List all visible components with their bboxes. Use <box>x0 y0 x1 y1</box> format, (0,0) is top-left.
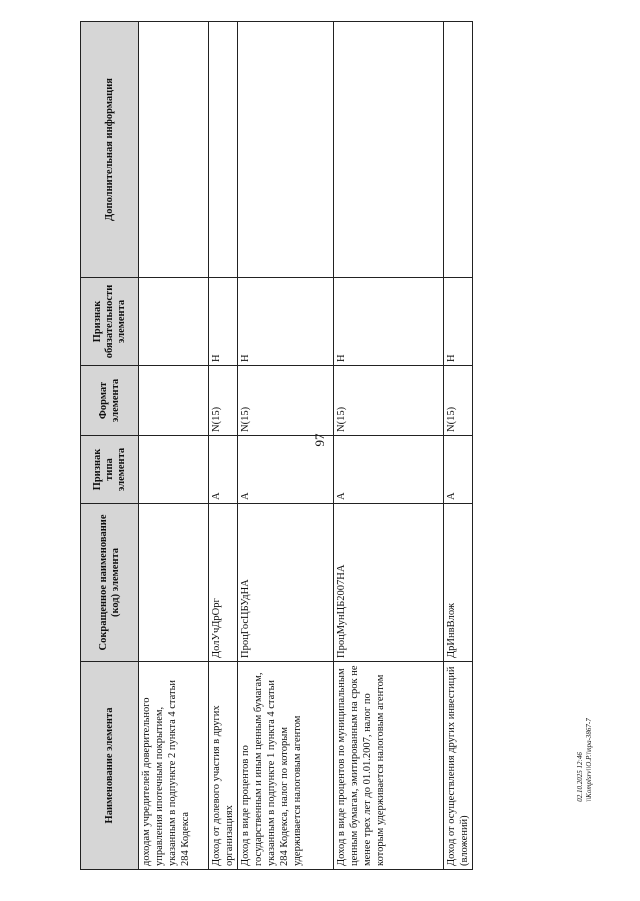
cell-required: Н <box>334 278 444 366</box>
cell-format: N(15) <box>334 366 444 436</box>
cell-type: А <box>334 436 444 504</box>
cell-name: Доход от осуществления других инвестиций (вложений) <box>444 662 473 870</box>
cell-type: А <box>209 436 238 504</box>
header-format: Формат элемента <box>81 366 139 436</box>
cell-info <box>444 22 473 278</box>
cell-code: ПроцГосЦБУдНА <box>238 504 334 662</box>
page-number: 97 <box>312 433 327 447</box>
cell-name: Доход в виде процентов по муниципальным ценным бумагам, эмитированным на срок не менее трех лет до 01.01.2007, налог по которым удерживается налоговым агентом <box>334 662 444 870</box>
header-code: Сокращенное наименование (код) элемента <box>81 504 139 662</box>
header-required: Признак обязательности элемента <box>81 278 139 366</box>
cell-name: Доход от долевого участия в других организациях <box>209 662 238 870</box>
cell-format: N(15) <box>209 366 238 436</box>
cell-code: ДрИнвВлож <box>444 504 473 662</box>
cell-code <box>139 504 209 662</box>
cell-required: Н <box>209 278 238 366</box>
table-wrapper <box>80 22 470 870</box>
footer-stamp <box>576 718 594 801</box>
cell-info <box>139 22 209 278</box>
rotated-table-container <box>80 22 470 870</box>
footer-path: \\Komplsrv\\O.P.\\npa-3867-7 <box>585 718 593 802</box>
table-row <box>139 22 209 870</box>
cell-format: N(15) <box>238 366 334 436</box>
cell-required: Н <box>238 278 334 366</box>
footer-date: 02.10.2025 12:46 <box>576 752 584 802</box>
cell-info <box>334 22 444 278</box>
cell-format: N(15) <box>444 366 473 436</box>
cell-code: ДолУчДрОрг <box>209 504 238 662</box>
cell-type: А <box>444 436 473 504</box>
table-row <box>334 22 444 870</box>
cell-format <box>139 366 209 436</box>
header-info: Дополнительная информация <box>81 22 139 278</box>
header-type: Признак типа элемента <box>81 436 139 504</box>
cell-name: Доход в виде процентов по государственным и иным ценным бумагам, указанным в подпункте 1 пункта 4 статьи 284 Кодекса, налог по которым удерживается налоговым агентом <box>238 662 334 870</box>
cell-required <box>139 278 209 366</box>
cell-code: ПроцМунЦБ2007НА <box>334 504 444 662</box>
cell-info <box>238 22 334 278</box>
cell-type <box>139 436 209 504</box>
cell-type: А <box>238 436 334 504</box>
cell-info <box>209 22 238 278</box>
table-row <box>238 22 334 870</box>
table-header-row <box>81 22 139 870</box>
header-name: Наименование элемента <box>81 662 139 870</box>
elements-table <box>80 21 473 870</box>
cell-name: доходам учредителей доверительного управления ипотечным покрытием, указанным в подпункте 2 пункта 4 статьи 284 Кодекса <box>139 662 209 870</box>
table-row <box>444 22 473 870</box>
cell-required: Н <box>444 278 473 366</box>
table-row <box>209 22 238 870</box>
